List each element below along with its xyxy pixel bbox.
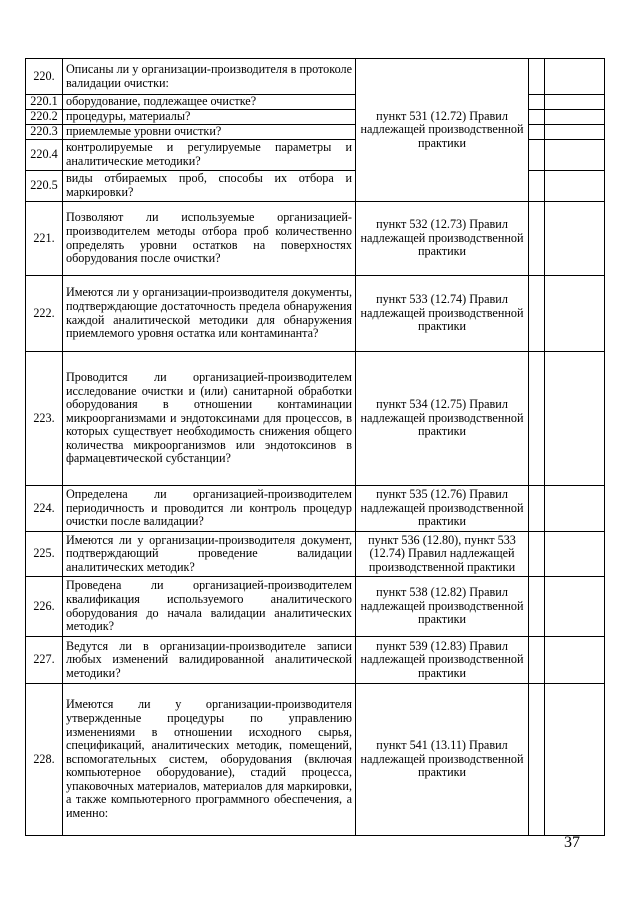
item-reference: пункт 533 (12.74) Правил надлежащей производственной практики xyxy=(356,276,529,352)
item-number: 220.4 xyxy=(26,140,63,171)
table-row xyxy=(26,202,605,276)
item-question: Ведутся ли в организации-производителе записи любых изменений валидированной аналитической методики? xyxy=(63,637,356,684)
table-row xyxy=(26,577,605,637)
item-number: 227. xyxy=(26,637,63,684)
item-number: 220. xyxy=(26,59,63,95)
comment-cell xyxy=(545,110,605,125)
comment-cell xyxy=(545,95,605,110)
answer-cell xyxy=(529,202,545,276)
answer-cell xyxy=(529,684,545,836)
answer-cell xyxy=(529,95,545,110)
comment-cell xyxy=(545,352,605,486)
checklist-table xyxy=(25,58,605,836)
comment-cell xyxy=(545,684,605,836)
comment-cell xyxy=(545,140,605,171)
answer-cell xyxy=(529,577,545,637)
comment-cell xyxy=(545,59,605,95)
answer-cell xyxy=(529,110,545,125)
item-number: 220.5 xyxy=(26,171,63,202)
item-question: Определена ли организацией-производителем периодичность и проводится ли контроль процедур очистки после валидации? xyxy=(63,486,356,532)
table-row xyxy=(26,637,605,684)
page-number: 37 xyxy=(564,834,580,851)
item-question: контролируемые и регулируемые параметры и аналитические методики? xyxy=(63,140,356,171)
comment-cell xyxy=(545,637,605,684)
comment-cell xyxy=(545,532,605,577)
item-number: 220.3 xyxy=(26,125,63,140)
answer-cell xyxy=(529,637,545,684)
item-number: 228. xyxy=(26,684,63,836)
item-number: 222. xyxy=(26,276,63,352)
item-reference: пункт 531 (12.72) Правил надлежащей производственной практики xyxy=(356,59,529,202)
item-reference: пункт 532 (12.73) Правил надлежащей производственной практики xyxy=(356,202,529,276)
item-number: 223. xyxy=(26,352,63,486)
item-number: 224. xyxy=(26,486,63,532)
item-reference: пункт 536 (12.80), пункт 533 (12.74) Правил надлежащей производственной практики xyxy=(356,532,529,577)
table-row xyxy=(26,352,605,486)
item-reference: пункт 534 (12.75) Правил надлежащей производственной практики xyxy=(356,352,529,486)
item-question: Проводится ли организацией-производителем исследование очистки и (или) санитарной обработки оборудования в отношении контаминации микроорганизмами и эндотоксинами для процессов, в которых существует необходимость снижения общего количества микроорганизмов или эндотоксинов в фармацевтической субстанции? xyxy=(63,352,356,486)
comment-cell xyxy=(545,202,605,276)
item-reference: пункт 535 (12.76) Правил надлежащей производственной практики xyxy=(356,486,529,532)
table-row xyxy=(26,532,605,577)
table-row xyxy=(26,276,605,352)
comment-cell xyxy=(545,171,605,202)
table-row xyxy=(26,486,605,532)
answer-cell xyxy=(529,352,545,486)
item-reference: пункт 541 (13.11) Правил надлежащей производственной практики xyxy=(356,684,529,836)
comment-cell xyxy=(545,276,605,352)
item-number: 226. xyxy=(26,577,63,637)
answer-cell xyxy=(529,276,545,352)
answer-cell xyxy=(529,125,545,140)
answer-cell xyxy=(529,486,545,532)
item-question: процедуры, материалы? xyxy=(63,110,356,125)
item-number: 221. xyxy=(26,202,63,276)
answer-cell xyxy=(529,140,545,171)
item-reference: пункт 539 (12.83) Правил надлежащей производственной практики xyxy=(356,637,529,684)
item-question: оборудование, подлежащее очистке? xyxy=(63,95,356,110)
item-question: Описаны ли у организации-производителя в протоколе валидации очистки: xyxy=(63,59,356,95)
answer-cell xyxy=(529,59,545,95)
item-question: приемлемые уровни очистки? xyxy=(63,125,356,140)
comment-cell xyxy=(545,577,605,637)
item-question: Имеются ли у организации-производителя утвержденные процедуры по управлению изменениями в отношении исходного сырья, спецификаций, аналитических методик, помещений, вспомогательных систем, оборудования (включая компьютерное оборудование), стадий процесса, упаковочных материалов, материалов для маркировки, а также компьютерного программного обеспечения, а именно: xyxy=(63,684,356,836)
item-question: виды отбираемых проб, способы их отбора и маркировки? xyxy=(63,171,356,202)
item-number: 220.1 xyxy=(26,95,63,110)
item-question: Проведена ли организацией-производителем квалификация используемого аналитического оборудования до начала валидации аналитических методик? xyxy=(63,577,356,637)
table-row xyxy=(26,684,605,836)
answer-cell xyxy=(529,171,545,202)
item-number: 220.2 xyxy=(26,110,63,125)
item-question: Позволяют ли используемые организацией-производителем методы отбора проб количественно определять уровни остатков на поверхностях оборудования после очистки? xyxy=(63,202,356,276)
answer-cell xyxy=(529,532,545,577)
item-reference: пункт 538 (12.82) Правил надлежащей производственной практики xyxy=(356,577,529,637)
item-question: Имеются ли у организации-производителя документы, подтверждающие достаточность предела обнаружения каждой аналитической методики для обнаружения приемлемого уровня остатка или контаминанта? xyxy=(63,276,356,352)
item-question: Имеются ли у организации-производителя документ, подтверждающий проведение валидации аналитических методик? xyxy=(63,532,356,577)
table-row xyxy=(26,59,605,95)
comment-cell xyxy=(545,486,605,532)
comment-cell xyxy=(545,125,605,140)
item-number: 225. xyxy=(26,532,63,577)
